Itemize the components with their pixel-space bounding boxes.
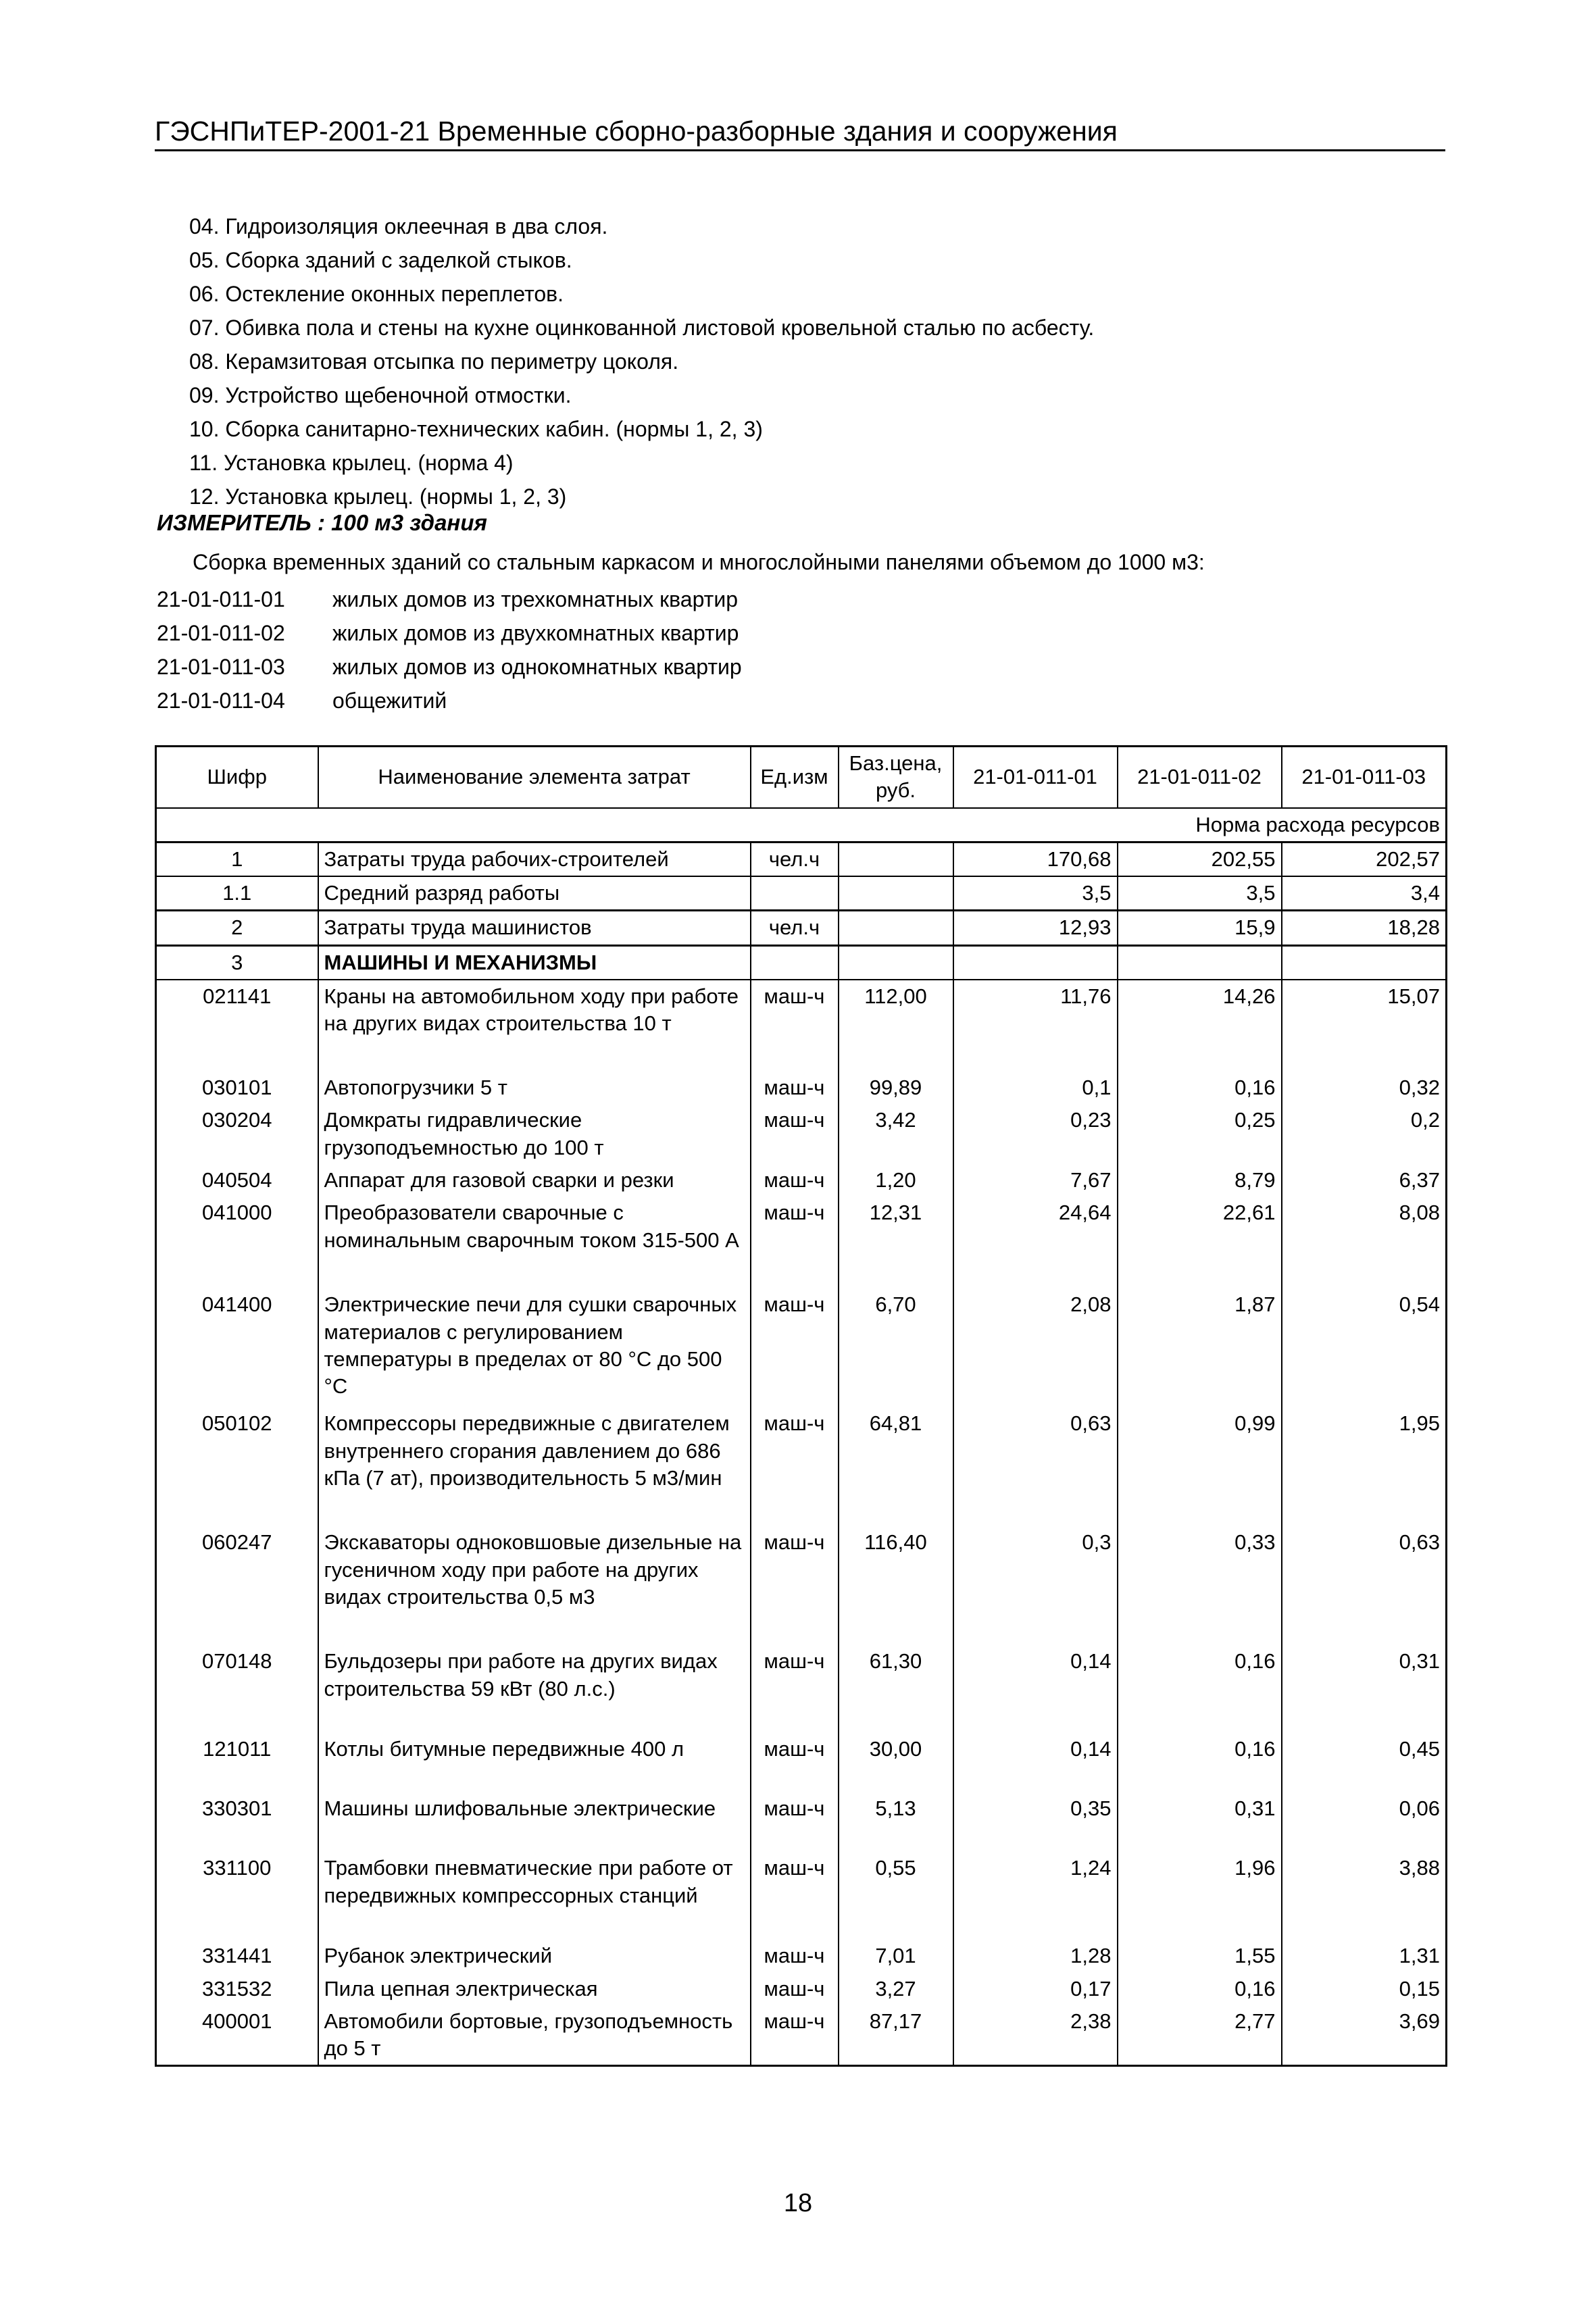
cell-value-3: 18,28 xyxy=(1282,911,1447,945)
cell-value-3: 0,45 xyxy=(1282,1733,1447,1792)
cell-value-3: 3,69 xyxy=(1282,2005,1447,2066)
cell-value-1: 7,67 xyxy=(953,1164,1118,1197)
cell-value-1: 0,14 xyxy=(953,1733,1118,1792)
cell-value-2: 0,99 xyxy=(1118,1407,1282,1526)
cell-value-1: 0,63 xyxy=(953,1407,1118,1526)
code-row xyxy=(157,582,742,616)
cell-name: Автопогрузчики 5 т xyxy=(318,1072,751,1104)
work-item: 04. Гидроизоляция оклеечная в два слоя. xyxy=(189,214,608,238)
cell-value-3: 202,57 xyxy=(1282,842,1447,876)
cell-value-2: 2,77 xyxy=(1118,2005,1282,2066)
work-item: 09. Устройство щебеночной отмостки. xyxy=(189,383,572,407)
cell-value-2: 1,96 xyxy=(1118,1852,1282,1940)
code-id: 21-01-011-03 xyxy=(157,655,285,679)
code-desc: жилых домов из однокомнатных квартир xyxy=(332,655,742,679)
cell-value-2: 1,55 xyxy=(1118,1940,1282,1972)
cell-value-3: 0,06 xyxy=(1282,1792,1447,1852)
code-desc: общежитий xyxy=(332,688,447,713)
cell-name: Краны на автомобильном ходу при работе на других видах строительства 10 т xyxy=(318,980,751,1072)
cell-value-1: 170,68 xyxy=(953,842,1118,876)
cell-value-2: 202,55 xyxy=(1118,842,1282,876)
cell-code: 3 xyxy=(156,945,318,980)
cell-unit: маш-ч xyxy=(751,2005,839,2066)
work-item: 07. Обивка пола и стены на кухне оцинкованной листовой кровельной сталью по асбесту. xyxy=(189,316,1095,340)
cell-value-3: 3,88 xyxy=(1282,1852,1447,1940)
cell-code: 400001 xyxy=(156,2005,318,2066)
cell-name: Затраты труда машинистов xyxy=(318,911,751,945)
cell-value-3: 0,2 xyxy=(1282,1104,1447,1164)
cell-name: Рубанок электрический xyxy=(318,1940,751,1972)
cell-value-1: 0,17 xyxy=(953,1973,1118,2005)
cell-value-2: 0,31 xyxy=(1118,1792,1282,1852)
codes-list xyxy=(157,582,742,718)
cell-value-3: 1,95 xyxy=(1282,1407,1447,1526)
cell-price xyxy=(839,876,953,911)
cell-name: Трамбовки пневматические при работе от передвижных компрессорных станций xyxy=(318,1852,751,1940)
cell-name: Бульдозеры при работе на других видах строительства 59 кВт (80 л.с.) xyxy=(318,1645,751,1733)
cell-unit: маш-ч xyxy=(751,980,839,1072)
cell-value-2: 15,9 xyxy=(1118,911,1282,945)
cell-unit: чел.ч xyxy=(751,842,839,876)
code-id: 21-01-011-01 xyxy=(157,587,285,611)
cell-unit: чел.ч xyxy=(751,911,839,945)
cell-unit: маш-ч xyxy=(751,1104,839,1164)
cell-value-1: 0,14 xyxy=(953,1645,1118,1733)
table-row xyxy=(156,1197,1447,1288)
table-row xyxy=(156,1526,1447,1645)
table-row xyxy=(156,1973,1447,2005)
col-header-price: Баз.цена, руб. xyxy=(839,747,953,808)
code-id: 21-01-011-02 xyxy=(157,621,285,645)
col-header-c3: 21-01-011-03 xyxy=(1282,747,1447,808)
cell-code: 060247 xyxy=(156,1526,318,1645)
cell-price: 1,20 xyxy=(839,1164,953,1197)
table-row xyxy=(156,1852,1447,1940)
cell-unit: маш-ч xyxy=(751,1852,839,1940)
col-header-unit: Ед.изм xyxy=(751,747,839,808)
cell-value-3: 6,37 xyxy=(1282,1164,1447,1197)
cell-price: 99,89 xyxy=(839,1072,953,1104)
code-row xyxy=(157,616,742,650)
cell-name: Аппарат для газовой сварки и резки xyxy=(318,1164,751,1197)
cell-price xyxy=(839,911,953,945)
code-desc: жилых домов из трехкомнатных квартир xyxy=(332,587,738,611)
cell-code: 331441 xyxy=(156,1940,318,1972)
cell-unit: маш-ч xyxy=(751,1526,839,1645)
cell-code: 030101 xyxy=(156,1072,318,1104)
cell-price: 3,42 xyxy=(839,1104,953,1164)
cell-code: 1.1 xyxy=(156,876,318,911)
code-id: 21-01-011-04 xyxy=(157,688,285,713)
cell-price: 5,13 xyxy=(839,1792,953,1852)
cell-name: Пила цепная электрическая xyxy=(318,1973,751,2005)
table-row xyxy=(156,1733,1447,1792)
cell-unit: маш-ч xyxy=(751,1792,839,1852)
cell-value-3: 0,15 xyxy=(1282,1973,1447,2005)
cell-value-1: 0,35 xyxy=(953,1792,1118,1852)
cell-value-1: 0,3 xyxy=(953,1526,1118,1645)
table-body xyxy=(156,842,1447,2066)
cell-price: 0,55 xyxy=(839,1852,953,1940)
cell-value-1: 24,64 xyxy=(953,1197,1118,1288)
cell-code: 1 xyxy=(156,842,318,876)
cell-unit: маш-ч xyxy=(751,1288,839,1407)
cell-name: Автомобили бортовые, грузоподъемность до 5 т xyxy=(318,2005,751,2066)
cell-value-3: 0,32 xyxy=(1282,1072,1447,1104)
work-item: 08. Керамзитовая отсыпка по периметру цоколя. xyxy=(189,349,679,374)
cell-unit: маш-ч xyxy=(751,1733,839,1792)
cell-value-2: 0,25 xyxy=(1118,1104,1282,1164)
cell-unit: маш-ч xyxy=(751,1973,839,2005)
cell-value-1: 3,5 xyxy=(953,876,1118,911)
cell-value-2: 0,16 xyxy=(1118,1072,1282,1104)
table-row xyxy=(156,945,1447,980)
cell-value-3: 1,31 xyxy=(1282,1940,1447,1972)
page-header xyxy=(155,116,1445,151)
table-row xyxy=(156,1164,1447,1197)
cell-price: 64,81 xyxy=(839,1407,953,1526)
cell-value-2: 0,16 xyxy=(1118,1973,1282,2005)
cell-name: МАШИНЫ И МЕХАНИЗМЫ xyxy=(318,945,751,980)
norm-row xyxy=(156,808,1447,842)
intro-text: Сборка временных зданий со стальным каркасом и многослойными панелями объемом до 1000 м3: xyxy=(193,550,1205,574)
work-item: 06. Остекление оконных переплетов. xyxy=(189,282,564,306)
cell-code: 2 xyxy=(156,911,318,945)
table-row xyxy=(156,842,1447,876)
cell-price: 61,30 xyxy=(839,1645,953,1733)
table-row xyxy=(156,1792,1447,1852)
cell-name: Домкраты гидравлические грузоподъемностью до 100 т xyxy=(318,1104,751,1164)
resource-table xyxy=(155,745,1447,2067)
cell-value-1: 0,23 xyxy=(953,1104,1118,1164)
cell-value-2: 22,61 xyxy=(1118,1197,1282,1288)
table-row xyxy=(156,1940,1447,1972)
cell-name: Электрические печи для сушки сварочных материалов с регулированием температуры в пределах от 80 °С до 500 °С xyxy=(318,1288,751,1407)
cell-price: 87,17 xyxy=(839,2005,953,2066)
cell-unit: маш-ч xyxy=(751,1164,839,1197)
table-row xyxy=(156,1072,1447,1104)
cell-unit: маш-ч xyxy=(751,1407,839,1526)
cell-unit: маш-ч xyxy=(751,1072,839,1104)
cell-value-2: 0,33 xyxy=(1118,1526,1282,1645)
cell-value-1: 12,93 xyxy=(953,911,1118,945)
cell-unit: маш-ч xyxy=(751,1940,839,1972)
table-row xyxy=(156,876,1447,911)
cell-name: Экскаваторы одноковшовые дизельные на гусеничном ходу при работе на других видах строительства 0,5 м3 xyxy=(318,1526,751,1645)
measure-label: ИЗМЕРИТЕЛЬ : 100 м3 здания xyxy=(157,510,487,535)
cell-value-2 xyxy=(1118,945,1282,980)
cell-code: 041000 xyxy=(156,1197,318,1288)
page-number: 18 xyxy=(783,2189,813,2217)
cell-price: 112,00 xyxy=(839,980,953,1072)
cell-unit xyxy=(751,945,839,980)
cell-code: 050102 xyxy=(156,1407,318,1526)
cell-value-2: 8,79 xyxy=(1118,1164,1282,1197)
cell-name: Машины шлифовальные электрические xyxy=(318,1792,751,1852)
table-row xyxy=(156,1288,1447,1407)
work-item: 12. Установка крылец. (нормы 1, 2, 3) xyxy=(189,484,567,509)
cell-unit: маш-ч xyxy=(751,1197,839,1288)
table-row xyxy=(156,1407,1447,1526)
table-row xyxy=(156,911,1447,945)
cell-value-3: 0,31 xyxy=(1282,1645,1447,1733)
code-row xyxy=(157,650,742,684)
code-desc: жилых домов из двухкомнатных квартир xyxy=(332,621,739,645)
cell-code: 070148 xyxy=(156,1645,318,1733)
cell-value-1: 0,1 xyxy=(953,1072,1118,1104)
work-items-list xyxy=(189,209,1473,513)
cell-price: 116,40 xyxy=(839,1526,953,1645)
cell-value-1: 1,24 xyxy=(953,1852,1118,1940)
cell-name: Котлы битумные передвижные 400 л xyxy=(318,1733,751,1792)
cell-code: 331532 xyxy=(156,1973,318,2005)
cell-name: Компрессоры передвижные с двигателем внутреннего сгорания давлением до 686 кПа (7 ат), производительность 5 м3/мин xyxy=(318,1407,751,1526)
cell-value-3: 8,08 xyxy=(1282,1197,1447,1288)
cell-code: 331100 xyxy=(156,1852,318,1940)
cell-value-2: 0,16 xyxy=(1118,1733,1282,1792)
cell-value-1: 2,08 xyxy=(953,1288,1118,1407)
work-item: 05. Сборка зданий с заделкой стыков. xyxy=(189,248,572,272)
cell-price: 6,70 xyxy=(839,1288,953,1407)
cell-price: 12,31 xyxy=(839,1197,953,1288)
work-item: 11. Установка крылец. (норма 4) xyxy=(189,451,514,475)
table-row xyxy=(156,1104,1447,1164)
cell-code: 041400 xyxy=(156,1288,318,1407)
cell-price: 30,00 xyxy=(839,1733,953,1792)
cell-value-1: 1,28 xyxy=(953,1940,1118,1972)
col-header-c1: 21-01-011-01 xyxy=(953,747,1118,808)
cell-code: 021141 xyxy=(156,980,318,1072)
cell-name: Средний разряд работы xyxy=(318,876,751,911)
cell-price xyxy=(839,945,953,980)
cell-value-1 xyxy=(953,945,1118,980)
cell-name: Затраты труда рабочих-строителей xyxy=(318,842,751,876)
code-row xyxy=(157,684,742,718)
cell-value-2: 1,87 xyxy=(1118,1288,1282,1407)
cell-code: 040504 xyxy=(156,1164,318,1197)
cell-value-2: 14,26 xyxy=(1118,980,1282,1072)
cell-unit xyxy=(751,876,839,911)
cell-name: Преобразователи сварочные с номинальным сварочным током 315-500 А xyxy=(318,1197,751,1288)
col-header-c2: 21-01-011-02 xyxy=(1118,747,1282,808)
cell-code: 030204 xyxy=(156,1104,318,1164)
col-header-code: Шифр xyxy=(156,747,318,808)
table-row xyxy=(156,1645,1447,1733)
cell-value-3 xyxy=(1282,945,1447,980)
cell-price xyxy=(839,842,953,876)
norm-label: Норма расхода ресурсов xyxy=(156,808,1447,842)
cell-code: 330301 xyxy=(156,1792,318,1852)
work-item: 10. Сборка санитарно-технических кабин. (нормы 1, 2, 3) xyxy=(189,417,763,441)
cell-value-1: 2,38 xyxy=(953,2005,1118,2066)
cell-value-1: 11,76 xyxy=(953,980,1118,1072)
cell-unit: маш-ч xyxy=(751,1645,839,1733)
cell-value-2: 0,16 xyxy=(1118,1645,1282,1733)
table-header-row xyxy=(156,747,1447,808)
col-header-name: Наименование элемента затрат xyxy=(318,747,751,808)
cell-value-3: 0,63 xyxy=(1282,1526,1447,1645)
cell-price: 3,27 xyxy=(839,1973,953,2005)
table-row xyxy=(156,980,1447,1072)
cell-value-3: 0,54 xyxy=(1282,1288,1447,1407)
cell-value-3: 15,07 xyxy=(1282,980,1447,1072)
cell-value-2: 3,5 xyxy=(1118,876,1282,911)
table-row xyxy=(156,2005,1447,2066)
cell-price: 7,01 xyxy=(839,1940,953,1972)
document-title: ГЭСНПиТЕР-2001-21 Временные сборно-разборные здания и сооружения xyxy=(155,116,1118,147)
cell-code: 121011 xyxy=(156,1733,318,1792)
cell-value-3: 3,4 xyxy=(1282,876,1447,911)
